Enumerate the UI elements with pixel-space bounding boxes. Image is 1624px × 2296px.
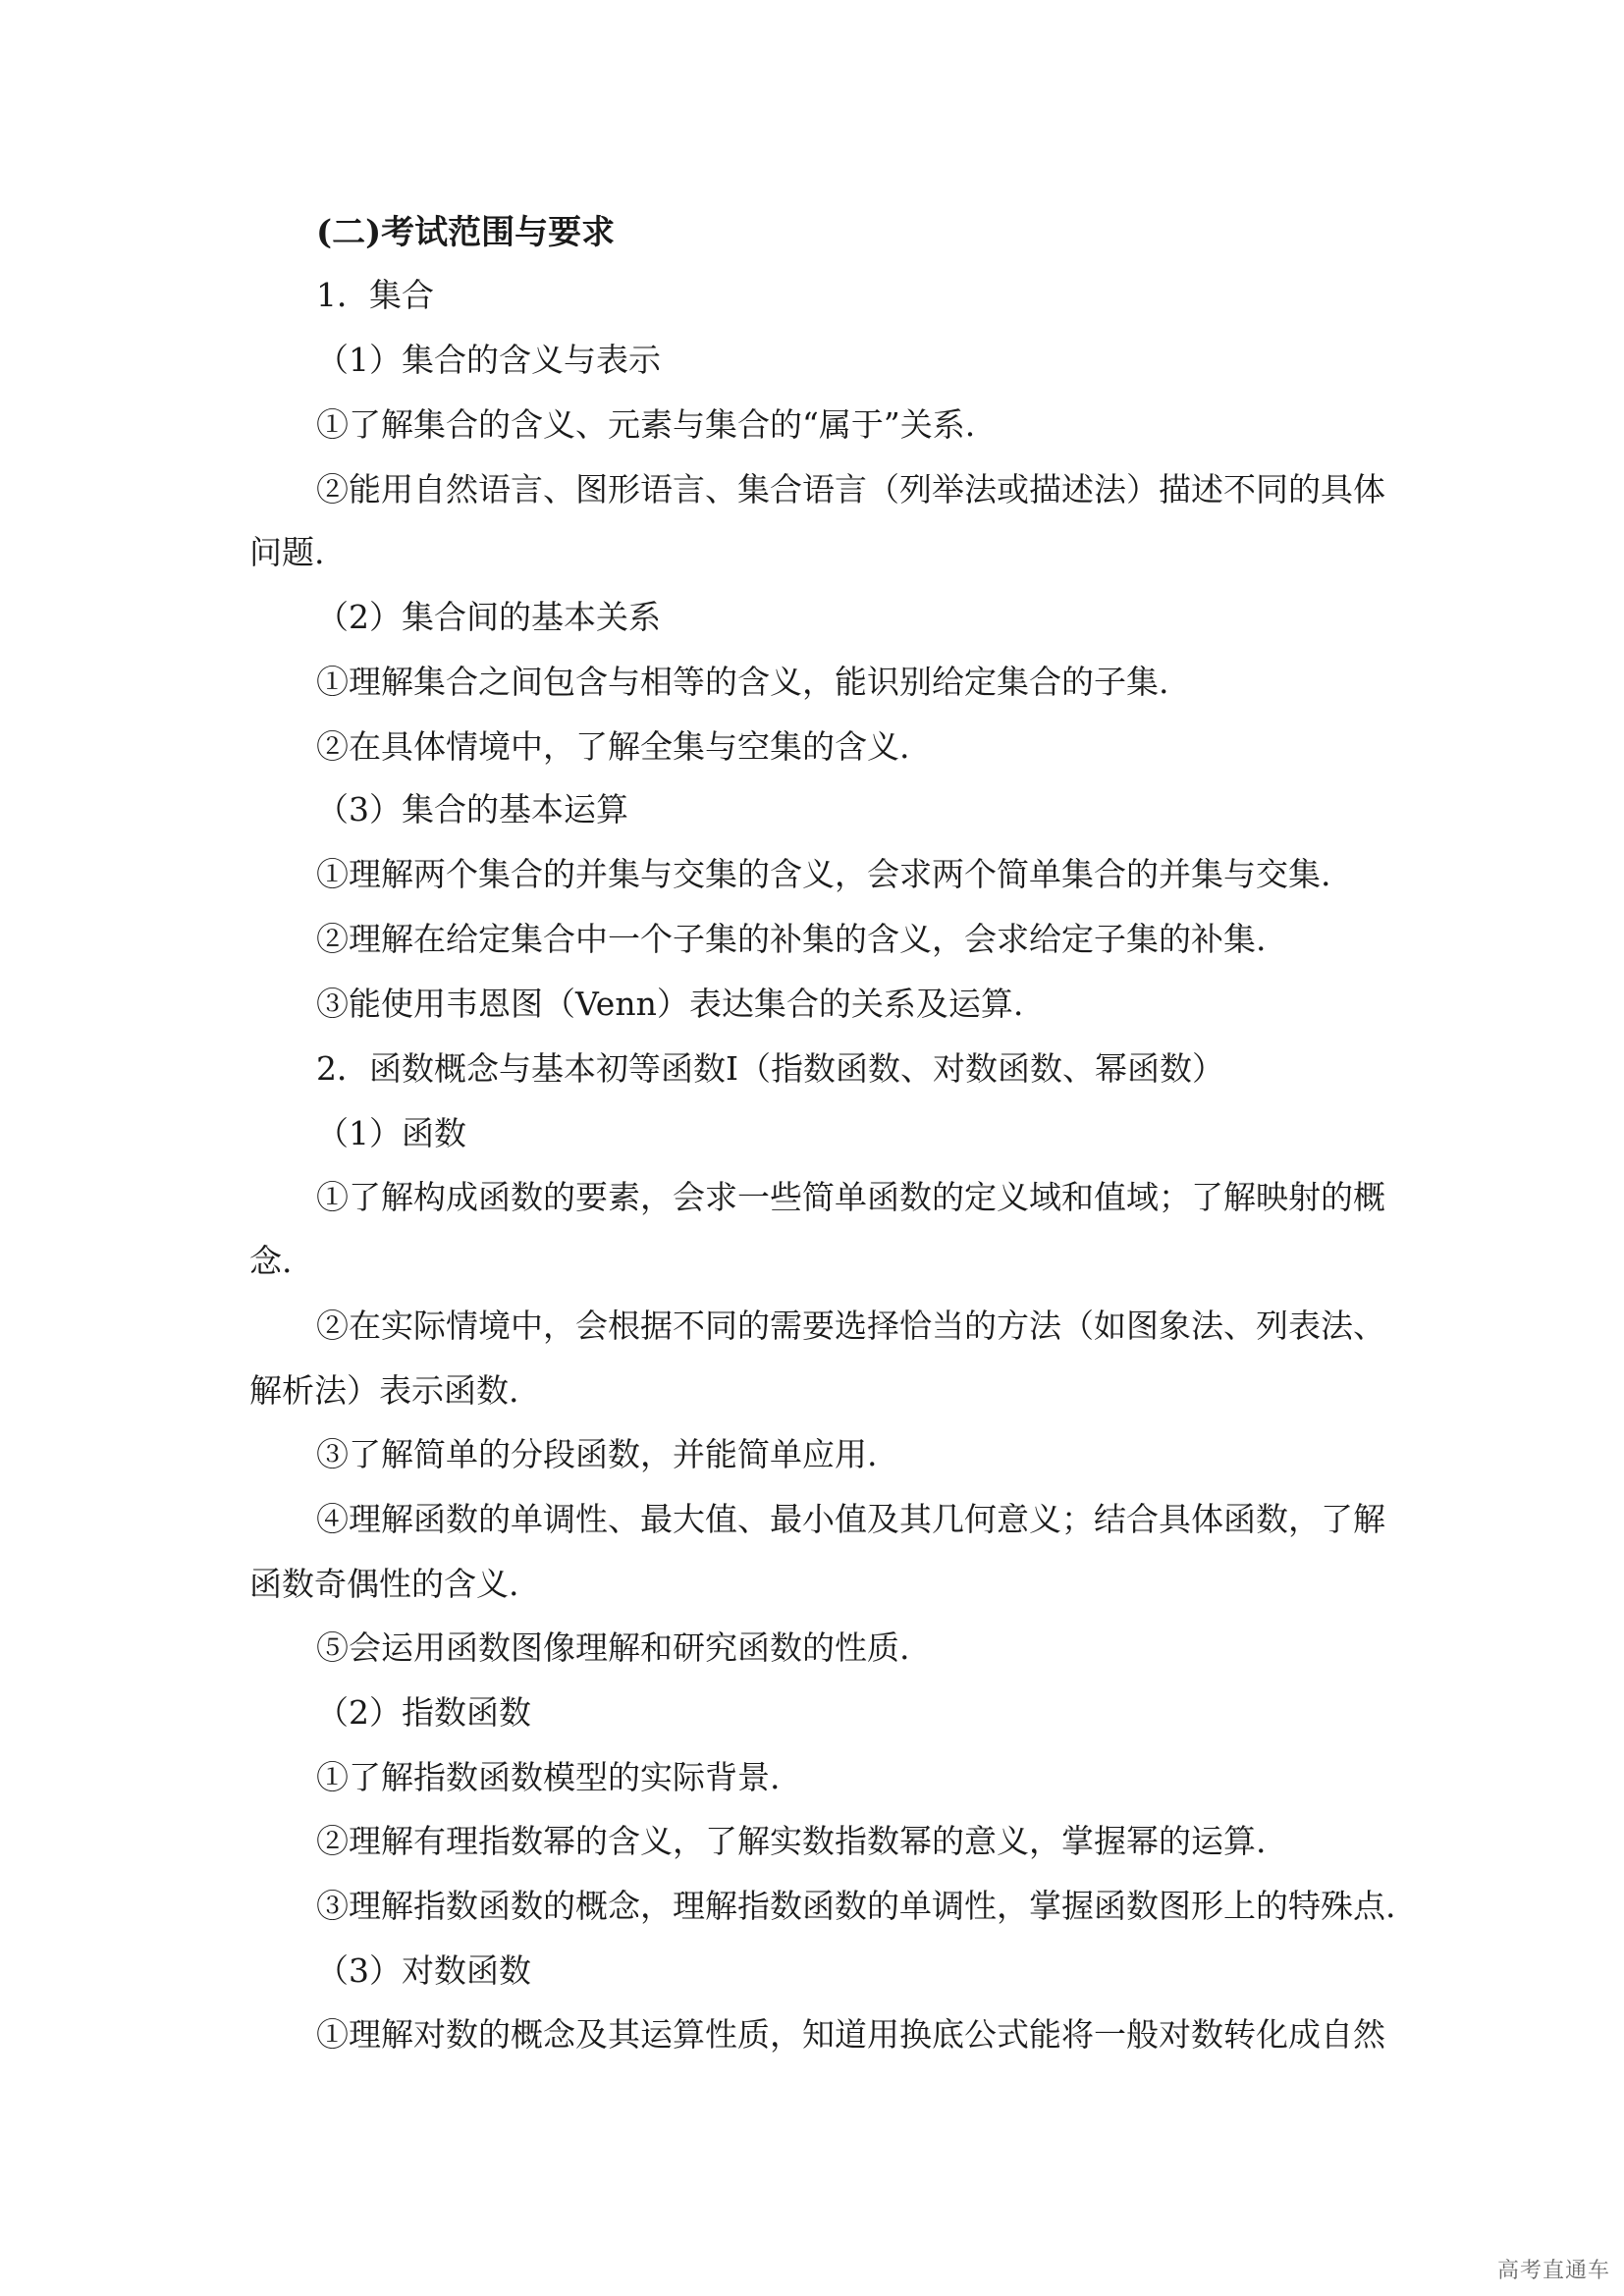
subheading-1-3: （3）集合的基本运算 (316, 790, 628, 828)
text-line: ②在实际情境中，会根据不同的需要选择恰当的方法（如图象法、列表法、 (316, 1307, 1385, 1345)
text-line: ①理解集合之间包含与相等的含义，能识别给定集合的子集. (316, 663, 1169, 701)
watermark: 高考直通车 (1496, 2259, 1610, 2283)
subheading-2-3: （3）对数函数 (316, 1951, 531, 1990)
text-line: ③理解指数函数的概念，理解指数函数的单调性，掌握函数图形上的特殊点. (316, 1887, 1396, 1925)
heading-2-functions: 2．函数概念与基本初等函数Ⅰ（指数函数、对数函数、幂函数） (316, 1049, 1225, 1088)
subheading-1-2: （2）集合间的基本关系 (316, 598, 661, 636)
text-line: ①理解对数的概念及其运算性质，知道用换底公式能将一般对数转化成自然 (316, 2015, 1385, 2054)
text-line-continuation: 解析法）表示函数. (249, 1371, 519, 1410)
subheading-2-2: （2）指数函数 (316, 1693, 531, 1732)
text-line: ①了解集合的含义、元素与集合的“属于”关系. (316, 405, 976, 444)
text-line-continuation: 函数奇偶性的含义. (249, 1565, 519, 1603)
text-line: ①了解指数函数模型的实际背景. (316, 1758, 781, 1796)
subheading-1-1: （1）集合的含义与表示 (316, 341, 661, 379)
text-line: ②在具体情境中，了解全集与空集的含义. (316, 727, 910, 766)
text-line: ⑤会运用函数图像理解和研究函数的性质. (316, 1629, 910, 1667)
text-line: ①了解构成函数的要素，会求一些简单函数的定义域和值域；了解映射的概 (316, 1178, 1385, 1216)
text-line: ②能用自然语言、图形语言、集合语言（列举法或描述法）描述不同的具体 (316, 470, 1385, 508)
text-line: ②理解有理指数幂的含义，了解实数指数幂的意义，掌握幂的运算. (316, 1822, 1267, 1860)
subheading-2-1: （1）函数 (316, 1114, 466, 1152)
text-line: ④理解函数的单调性、最大值、最小值及其几何意义；结合具体函数，了解 (316, 1500, 1385, 1538)
text-line: ①理解两个集合的并集与交集的含义，会求两个简单集合的并集与交集. (316, 855, 1331, 893)
text-line-continuation: 念. (249, 1242, 293, 1280)
text-line-continuation: 问题. (249, 533, 325, 571)
text-line: ③了解简单的分段函数，并能简单应用. (316, 1435, 878, 1473)
text-line: ②理解在给定集合中一个子集的补集的含义，会求给定子集的补集. (316, 920, 1267, 958)
text-line: ③能使用韦恩图（Venn）表达集合的关系及运算. (316, 985, 1024, 1023)
heading-1-sets: 1．集合 (316, 276, 434, 314)
section-heading: (二)考试范围与要求 (316, 213, 616, 252)
